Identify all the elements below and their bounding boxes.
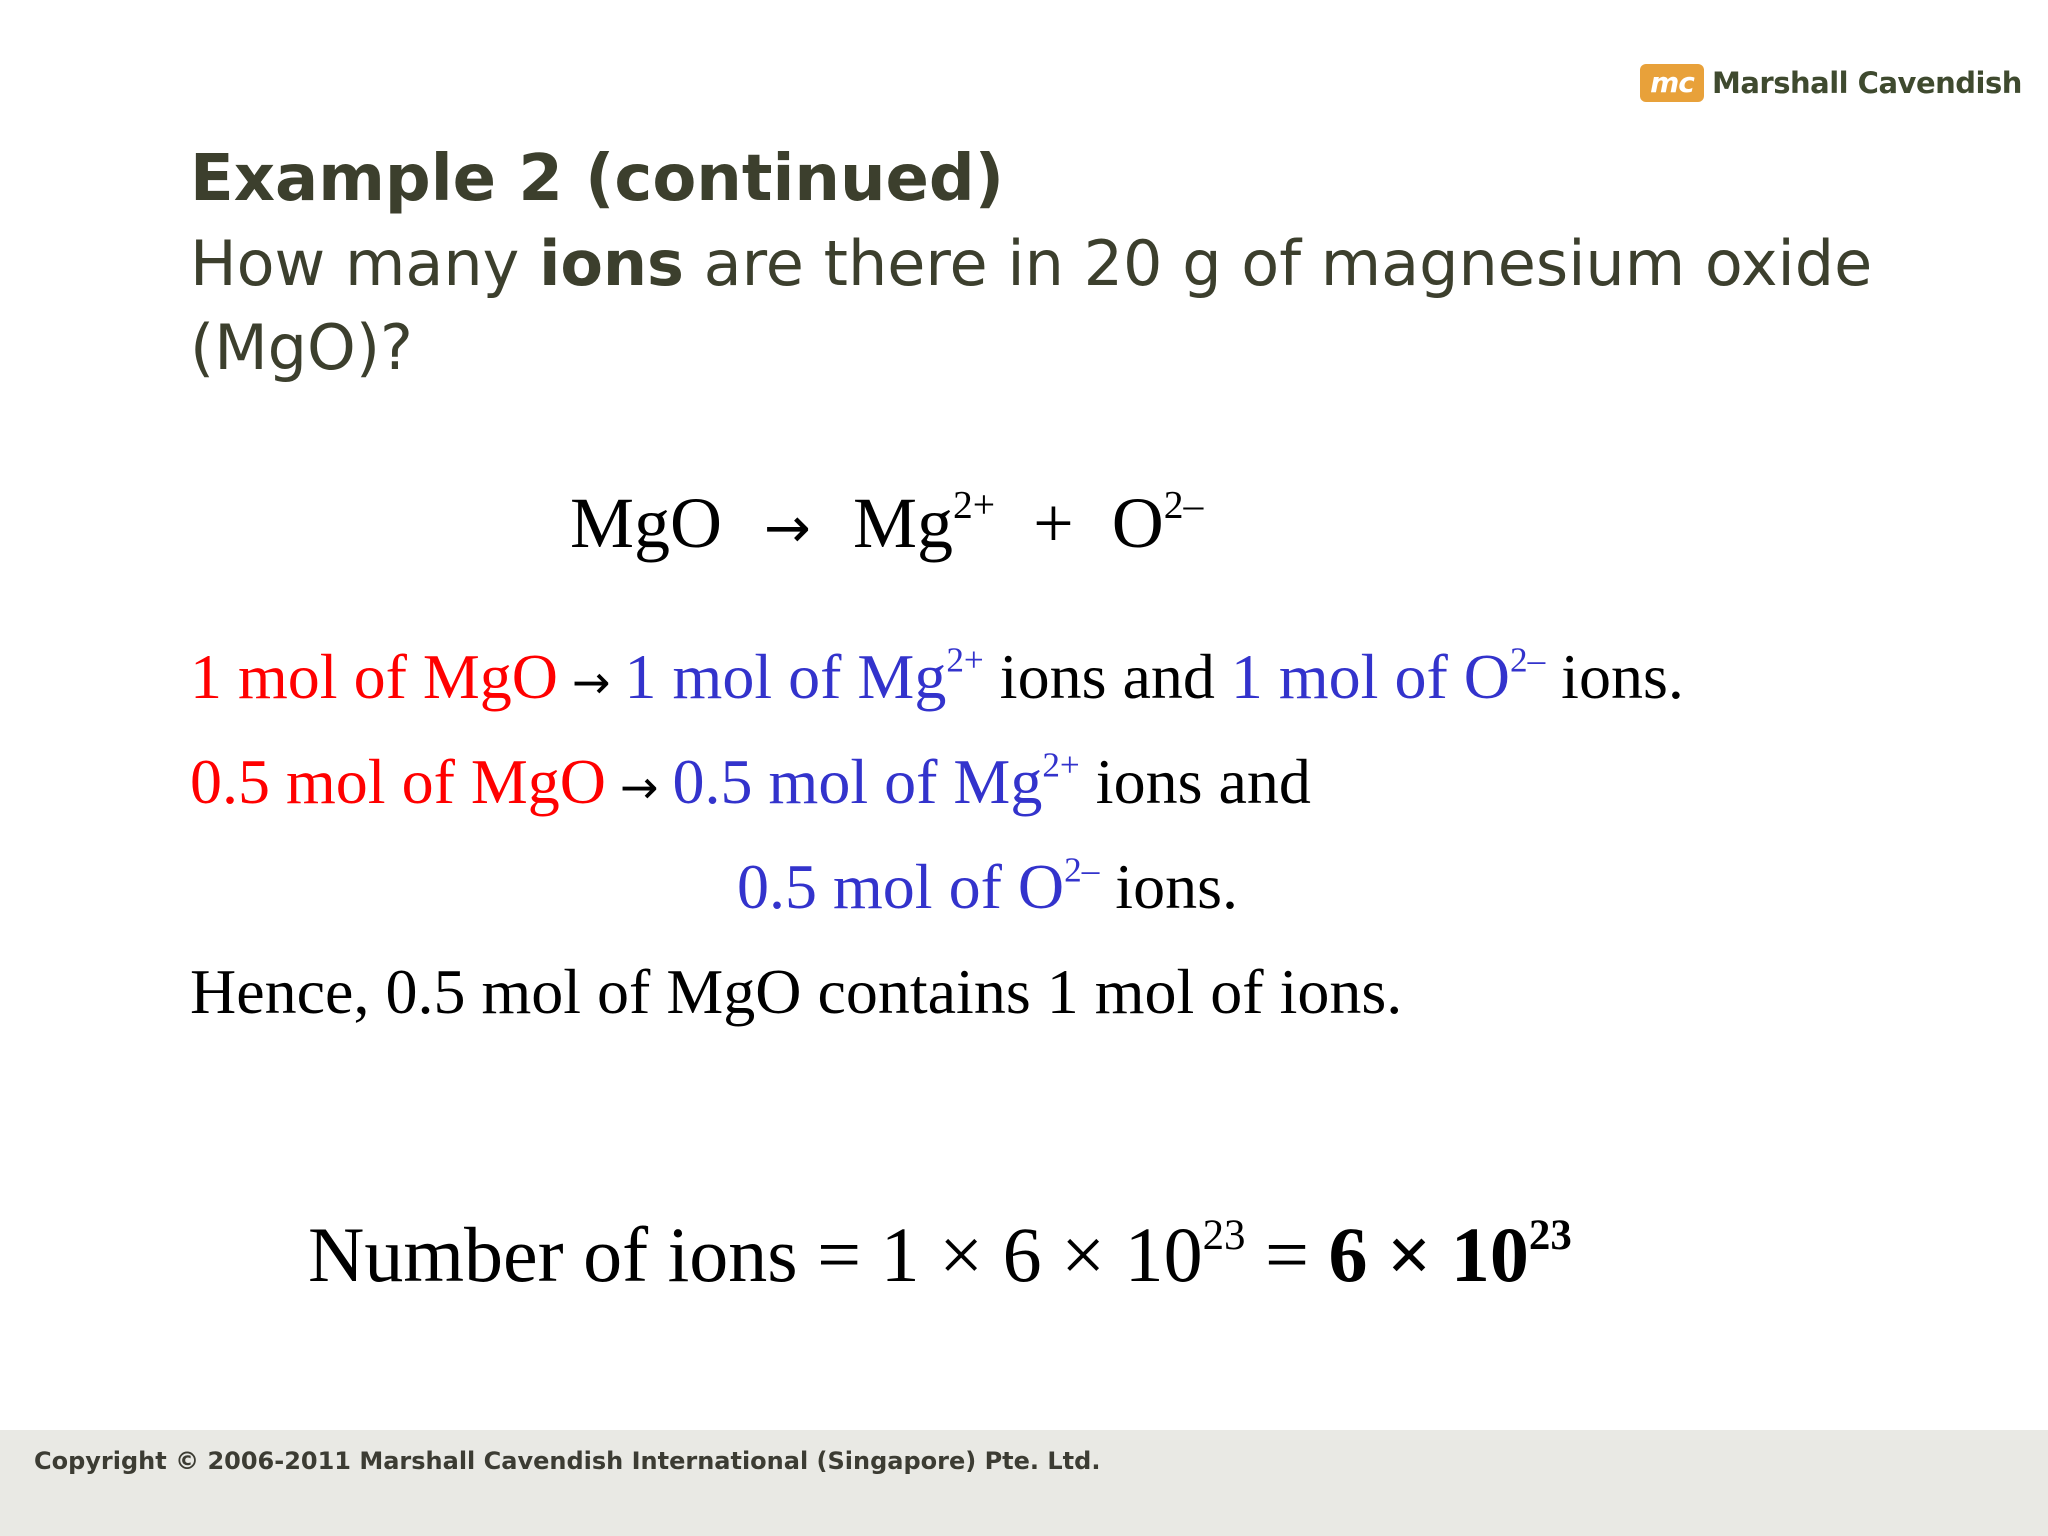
line1-anion [1231, 641, 1545, 712]
line1-cation [625, 641, 984, 712]
line2-end: ions and [1079, 746, 1311, 817]
line2-cation-charge: 2+ [1042, 745, 1080, 785]
equation-plus: + [1033, 483, 1074, 563]
line1-anion-text: 1 mol of O [1230, 641, 1510, 712]
question-after: are there in 20 g of magnesium oxide (MgO)? [190, 227, 1873, 384]
line1-anion-charge: 2– [1509, 640, 1546, 680]
arrow-icon: → [620, 760, 659, 814]
logo-text: Marshall Cavendish [1712, 66, 2022, 100]
logo-badge: mc [1640, 64, 1704, 102]
equation-cation: Mg [852, 483, 953, 563]
line3-anion-text: 0.5 mol of O [737, 851, 1065, 922]
equation-anion: O [1111, 483, 1164, 563]
line2-cation-text: 0.5 mol of Mg [672, 746, 1043, 817]
question-before: How many [190, 227, 540, 300]
result-text: Number of ions = 1 × 6 × 10 [308, 1211, 1203, 1298]
arrow-icon: → [572, 655, 611, 709]
cation-charge: 2+ [952, 482, 996, 527]
mole-ratio-line-3 [737, 850, 1238, 924]
line1-cation-charge: 2+ [946, 640, 984, 680]
line1-cation-text: 1 mol of Mg [624, 641, 947, 712]
line2-cation [673, 746, 1080, 817]
equation-reactant: MgO [570, 483, 723, 563]
line3-end: ions. [1099, 851, 1238, 922]
arrow-icon: → [764, 496, 811, 561]
copyright-text: Copyright © 2006-2011 Marshall Cavendish International (Singapore) Pte. Ltd. [34, 1447, 1101, 1475]
mole-ratio-line-1 [190, 640, 1684, 714]
footer-bar [0, 1430, 2048, 1536]
question-bold: ions [539, 227, 684, 300]
line3-anion [737, 851, 1099, 922]
result-answer: 6 × 10 [1328, 1211, 1529, 1298]
dissociation-equation [570, 482, 1203, 565]
question-text [190, 222, 1910, 390]
result-answer-exponent: 23 [1528, 1211, 1572, 1259]
result-equation [308, 1210, 1572, 1300]
anion-charge: 2– [1163, 482, 1204, 527]
result-exponent: 23 [1202, 1211, 1246, 1259]
line1-reactant: 1 mol of MgO [190, 641, 558, 712]
line2-reactant: 0.5 mol of MgO [190, 746, 606, 817]
publisher-logo [1640, 62, 2022, 104]
slide-title: Example 2 (continued) [190, 142, 1004, 216]
line1-mid: ions and [983, 641, 1231, 712]
conclusion-line: Hence, 0.5 mol of MgO contains 1 mol of ions. [190, 956, 1403, 1027]
line1-end: ions. [1545, 641, 1684, 712]
mole-ratio-line-2 [190, 745, 1311, 819]
result-equals: = [1245, 1211, 1329, 1298]
line3-anion-charge: 2– [1064, 850, 1100, 890]
